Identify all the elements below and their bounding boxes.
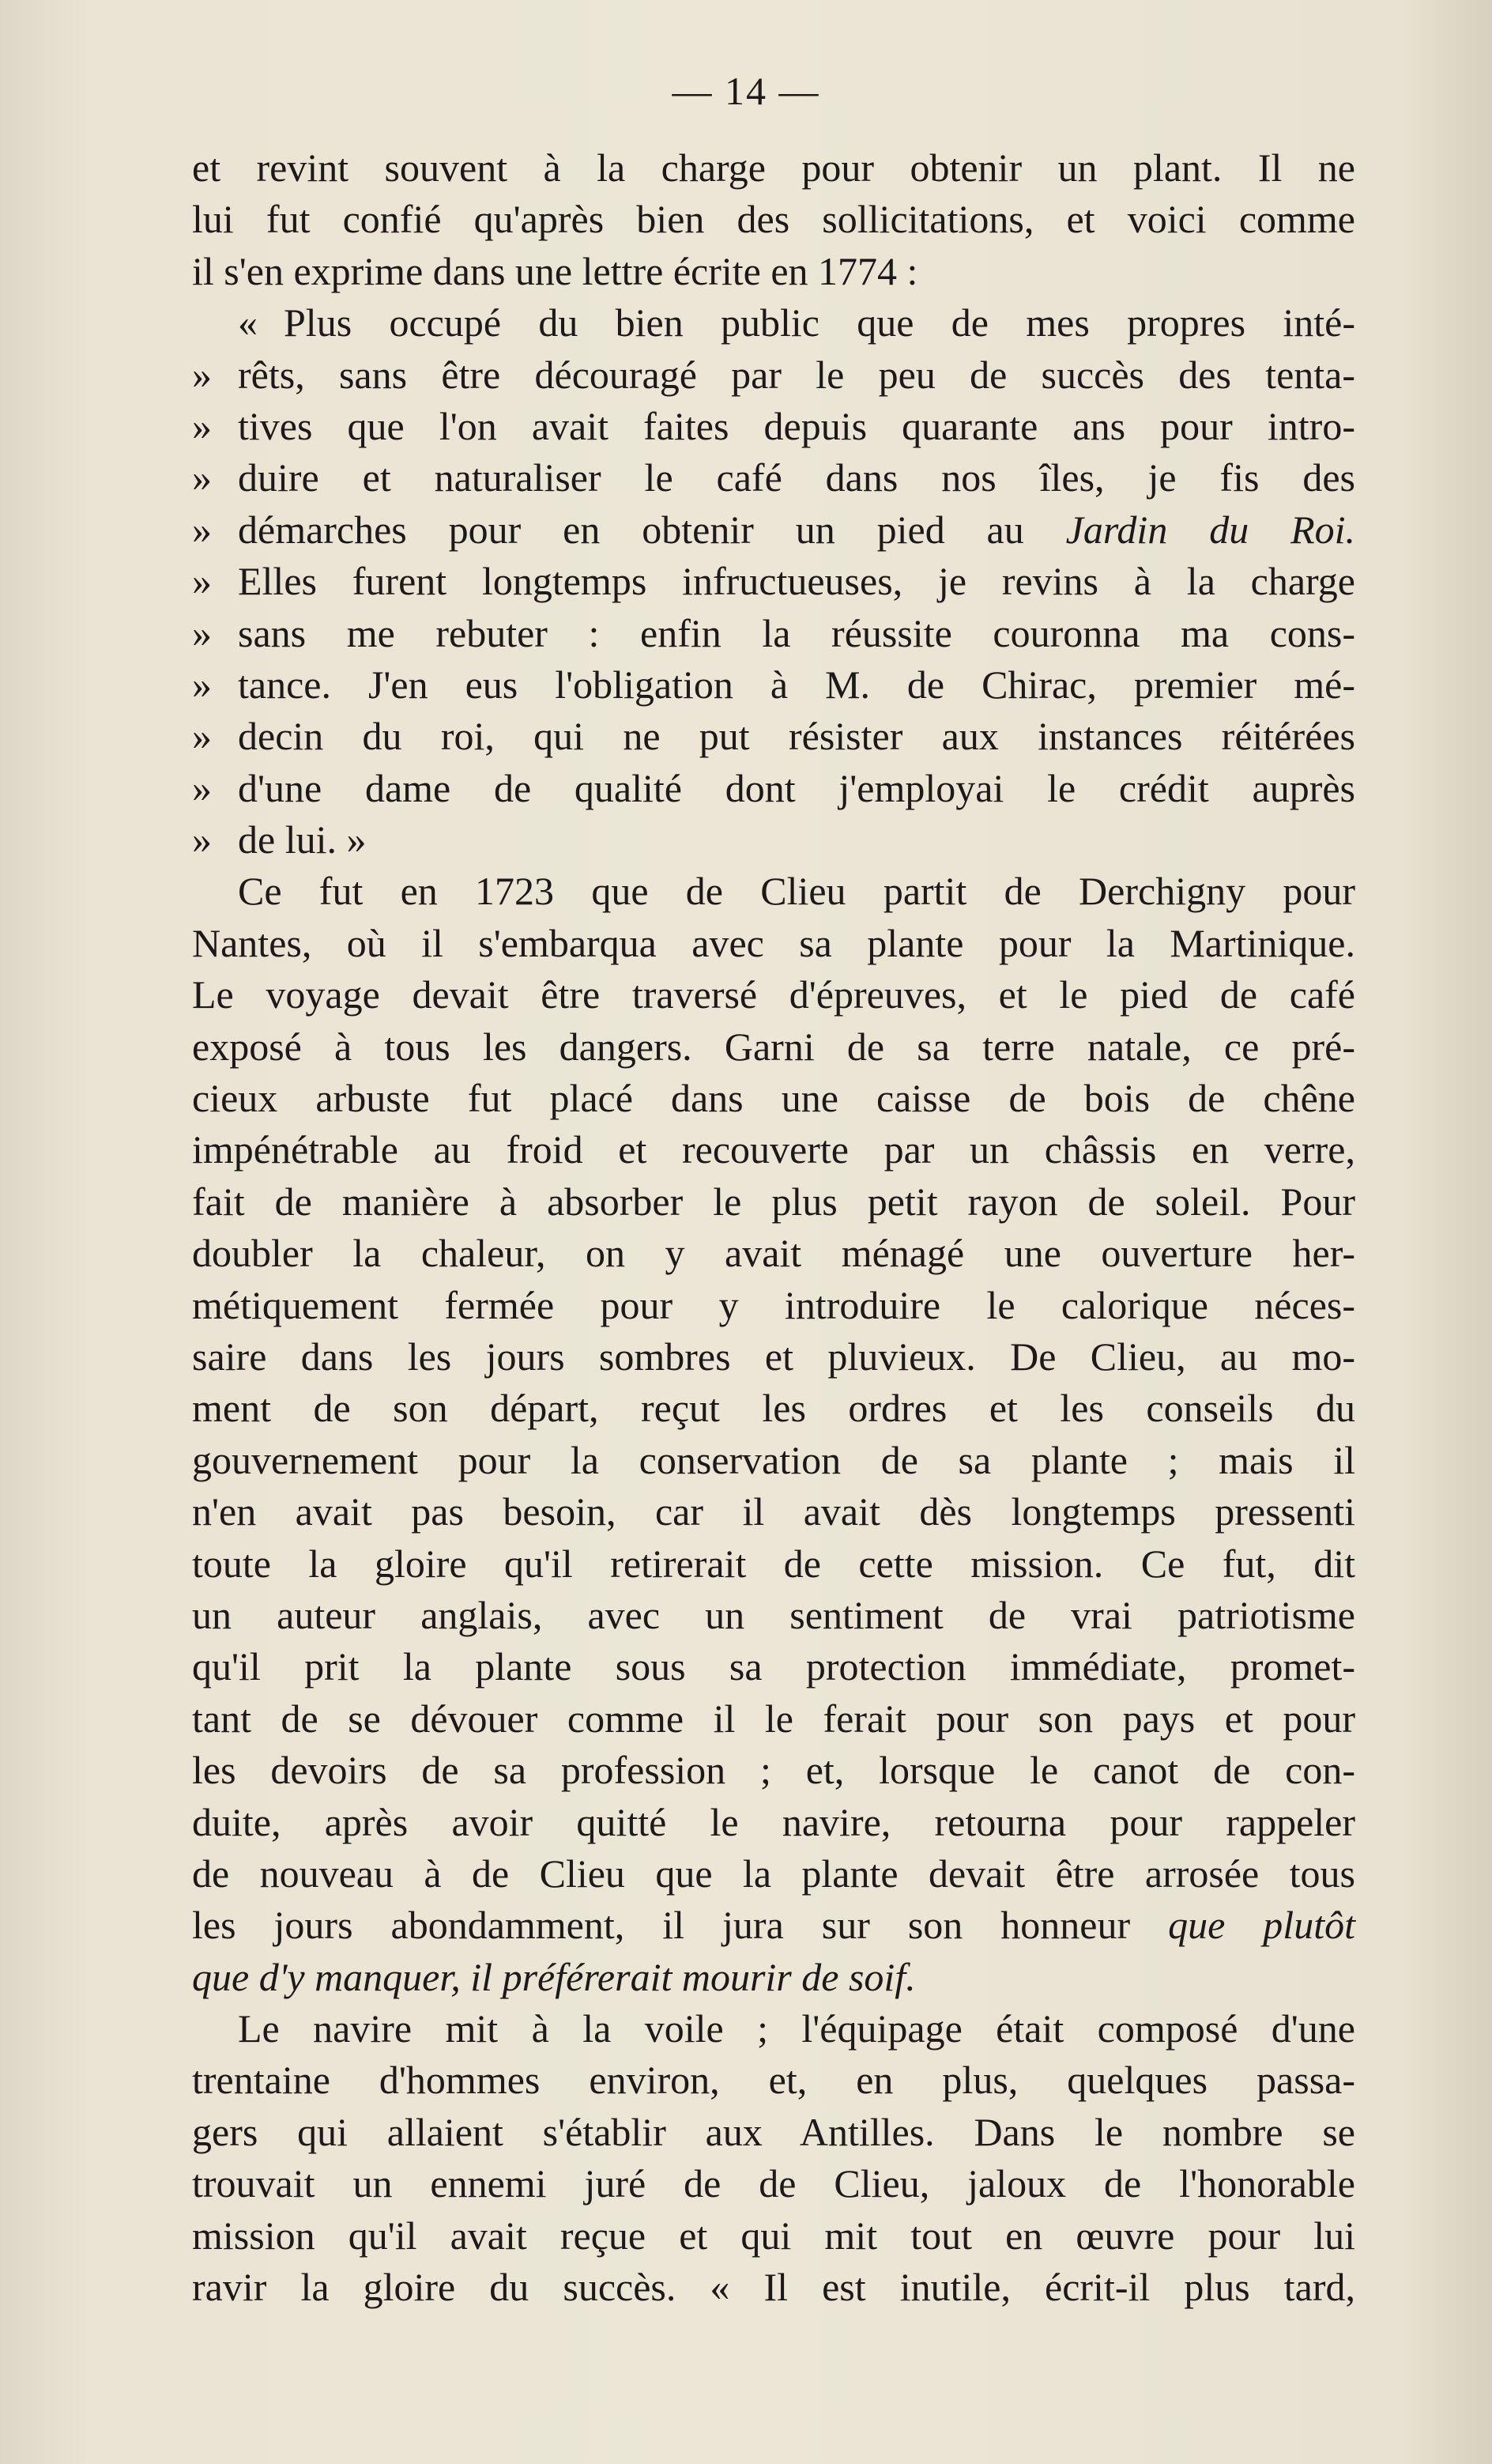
quote-line <box>192 763 1355 814</box>
text-line: Ce fut en 1723 que de Clieu partit de Derchigny pour <box>238 869 1355 914</box>
quote-line <box>192 608 1355 659</box>
quote-line <box>192 401 1355 452</box>
text-line: toute la gloire qu'il retirerait de cette mission. Ce fut, dit <box>192 1541 1355 1586</box>
text-line: trentaine d'hommes environ, et, en plus, quelques passa- <box>192 2058 1355 2103</box>
text-line: n'en avait pas besoin, car il avait dès longtemps pressenti <box>192 1489 1355 1534</box>
body-text <box>192 142 1355 2313</box>
text-line <box>192 1952 1355 2003</box>
text-line: de nouveau à de Clieu que la plante devait être arrosée tous <box>192 1851 1355 1896</box>
quote-text-segment: démarches pour en obtenir un pied au <box>238 507 1066 552</box>
text-line: les devoirs de sa profession ; et, lorsque le canot de con- <box>192 1748 1355 1793</box>
quote-text: d'une dame de qualité dont j'employai le crédit auprès <box>238 765 1355 810</box>
continuation-guillemet: » <box>192 662 212 707</box>
continuation-guillemet: » <box>192 507 212 552</box>
italic-phrase: que d'y manquer, il préférerait mourir de soif. <box>192 1954 916 1999</box>
text-line: ravir la gloire du succès. « Il est inutile, écrit-il plus tard, <box>192 2265 1355 2310</box>
text-line: Le voyage devait être traversé d'épreuves, et le pied de café <box>192 972 1355 1017</box>
text-line <box>192 1900 1355 1951</box>
text-line: impénétrable au froid et recouverte par un châssis en verre, <box>192 1127 1355 1172</box>
quote-text: sans me rebuter : enfin la réussite couronna ma cons- <box>238 610 1355 655</box>
text-line: doubler la chaleur, on y avait ménagé une ouverture her- <box>192 1231 1355 1276</box>
quote-text: de lui. » <box>238 817 367 862</box>
text-line: Le navire mit à la voile ; l'équipage était composé d'une <box>238 2006 1355 2051</box>
quote-text <box>238 504 1355 556</box>
quote-line <box>192 452 1355 504</box>
quote-text: tance. J'en eus l'obligation à M. de Chirac, premier mé- <box>238 662 1355 707</box>
quote-text: duire et naturaliser le café dans nos îles, je fis des <box>238 455 1355 500</box>
continuation-guillemet: » <box>192 714 212 759</box>
quote-line <box>192 659 1355 711</box>
text-line: cieux arbuste fut placé dans une caisse de bois de chêne <box>192 1076 1355 1121</box>
text-line: qu'il prit la plante sous sa protection immédiate, promet- <box>192 1644 1355 1689</box>
text-line: gers qui allaient s'établir aux Antilles. Dans le nombre se <box>192 2109 1355 2154</box>
quote-text: Elles furent longtemps infructueuses, je revins à la charge <box>238 559 1355 604</box>
text-line: trouvait un ennemi juré de de Clieu, jaloux de l'honorable <box>192 2161 1355 2206</box>
quote-line <box>192 297 1355 349</box>
quote-line <box>192 556 1355 607</box>
text-line: métiquement fermée pour y introduire le calorique néces- <box>192 1282 1355 1327</box>
text-line: saire dans les jours sombres et pluvieux. De Clieu, au mo- <box>192 1334 1355 1379</box>
text-line: Nantes, où il s'embarqua avec sa plante pour la Martinique. <box>192 920 1355 965</box>
quote-line <box>192 814 1355 866</box>
quote-line <box>192 711 1355 762</box>
text-line: duite, après avoir quitté le navire, retourna pour rappeler <box>192 1799 1355 1844</box>
continuation-guillemet: » <box>192 765 212 810</box>
text-line: il s'en exprime dans une lettre écrite en 1774 : <box>192 248 918 293</box>
text-line: lui fut confié qu'après bien des sollicitations, et voici comme <box>192 197 1355 242</box>
italic-phrase: que plutôt <box>1168 1903 1355 1948</box>
italic-title: Jardin du Roi. <box>1065 507 1356 552</box>
text-line: un auteur anglais, avec un sentiment de vrai patriotisme <box>192 1592 1355 1637</box>
text-line: et revint souvent à la charge pour obtenir un plant. Il ne <box>192 145 1355 190</box>
continuation-guillemet: » <box>192 352 212 397</box>
quote-line <box>192 349 1355 401</box>
text-line: ment de son départ, reçut les ordres et les conseils du <box>192 1386 1355 1431</box>
text-line: tant de se dévouer comme il le ferait pour son pays et pour <box>192 1696 1355 1741</box>
opening-guillemet: « <box>238 300 258 345</box>
quote-text: rêts, sans être découragé par le peu de succès des tenta- <box>238 352 1355 397</box>
text-line: gouvernement pour la conservation de sa plante ; mais il <box>192 1437 1355 1482</box>
text-segment: les jours abondamment, il jura sur son honneur <box>192 1903 1169 1948</box>
quote-line <box>192 504 1355 556</box>
text-line: exposé à tous les dangers. Garni de sa terre natale, ce pré- <box>192 1024 1355 1069</box>
continuation-guillemet: » <box>192 455 212 500</box>
text-line: fait de manière à absorber le plus petit rayon de soleil. Pour <box>192 1179 1355 1224</box>
continuation-guillemet: » <box>192 817 212 862</box>
quote-text: tives que l'on avait faites depuis quarante ans pour intro- <box>238 403 1355 448</box>
page-number: — 14 — <box>672 69 820 113</box>
quote-text: decin du roi, qui ne put résister aux instances réitérées <box>238 714 1355 759</box>
continuation-guillemet: » <box>192 403 212 448</box>
quote-text: Plus occupé du bien public que de mes propres inté- <box>284 300 1355 345</box>
text-line: mission qu'il avait reçue et qui mit tout en œuvre pour lui <box>192 2213 1355 2258</box>
continuation-guillemet: » <box>192 559 212 604</box>
continuation-guillemet: » <box>192 610 212 655</box>
